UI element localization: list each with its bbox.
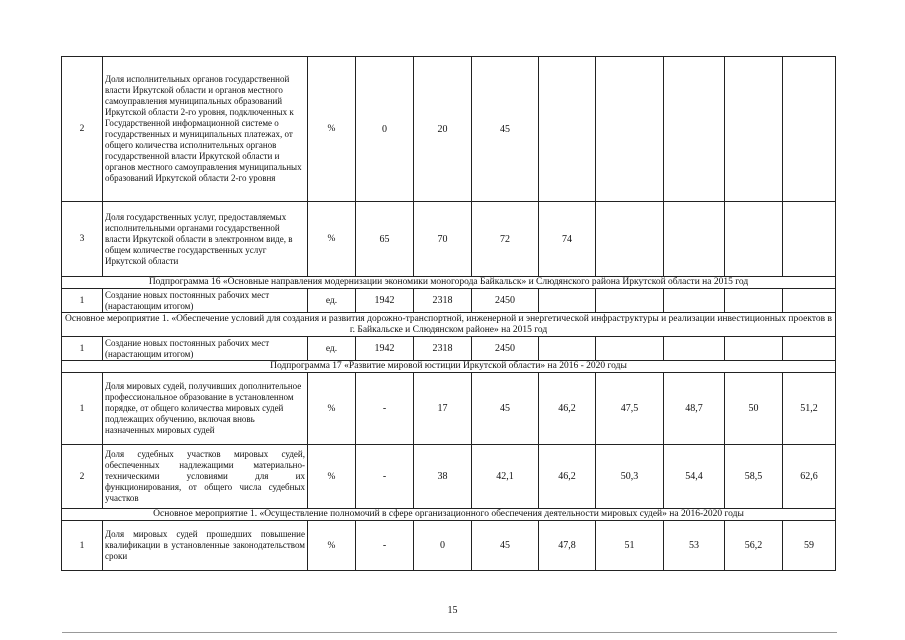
value-cell: 50 [725,373,783,445]
value-cell: 45 [472,373,539,445]
value-cell [596,337,664,361]
value-cell: 46,2 [539,373,596,445]
row-number: 1 [62,289,103,313]
section-title: Основное мероприятие 1. «Обеспечение условий для создания и развития дорожно-транспортной, инженерной и энергетической инфраструктуры и реализации инвестиционных проектов в г. Байкальске и Слюдянском районе» на 2015 год [62,313,836,337]
value-cell [664,202,725,277]
unit-cell: ед. [308,289,356,313]
value-cell [596,57,664,202]
unit-cell: ед. [308,337,356,361]
value-cell [539,289,596,313]
indicator-name: Доля государственных услуг, предоставляемых исполнительными органами государственной власти Иркутской области в электронном виде, в общем количестве государственных услуг Иркутской области [103,202,308,277]
value-cell [725,289,783,313]
value-cell: 38 [414,445,472,509]
value-cell: 2450 [472,289,539,313]
value-cell: 0 [356,57,414,202]
value-cell: 2450 [472,337,539,361]
row-number: 1 [62,373,103,445]
value-cell [725,202,783,277]
value-cell: 0 [414,521,472,571]
unit-cell: % [308,373,356,445]
value-cell [596,202,664,277]
section-header-row [62,313,836,337]
unit-cell: % [308,521,356,571]
value-cell: 46,2 [539,445,596,509]
value-cell: 17 [414,373,472,445]
table-body [62,57,836,571]
value-cell: 51,2 [783,373,836,445]
value-cell: 70 [414,202,472,277]
value-cell: 65 [356,202,414,277]
table-row [62,289,836,313]
value-cell: 20 [414,57,472,202]
unit-cell: % [308,202,356,277]
value-cell [664,57,725,202]
table-row [62,521,836,571]
section-header-row [62,277,836,289]
value-cell [539,57,596,202]
indicators-table [61,56,836,571]
section-header-row [62,509,836,521]
value-cell [725,337,783,361]
value-cell: 45 [472,521,539,571]
value-cell: - [356,373,414,445]
page-number: 15 [447,605,458,616]
section-title: Основное мероприятие 1. «Осуществление полномочий в сфере организационного обеспечения деятельности мировых судей» на 2016-2020 годы [62,509,836,521]
row-number: 1 [62,337,103,361]
value-cell: - [356,521,414,571]
value-cell: 2318 [414,289,472,313]
row-number: 2 [62,445,103,509]
value-cell [783,57,836,202]
value-cell: 42,1 [472,445,539,509]
value-cell: - [356,445,414,509]
row-number: 3 [62,202,103,277]
value-cell [783,337,836,361]
indicator-name: Доля исполнительных органов государственной власти Иркутской области и органов местного самоуправления муниципальных образований Иркутской области 2-го уровня, подключенных к Государственной информационной системе о государственных и муниципальных платежах, от общего количества исполнительных органов государственной власти Иркутской области и органов местного самоуправления муниципальных образований Иркутской области 2-го уровня [103,57,308,202]
value-cell: 1942 [356,289,414,313]
value-cell: 59 [783,521,836,571]
value-cell: 58,5 [725,445,783,509]
value-cell [539,337,596,361]
value-cell: 1942 [356,337,414,361]
value-cell: 45 [472,57,539,202]
value-cell [664,289,725,313]
section-title: Подпрограмма 16 «Основные направления модернизации экономики моногорода Байкальск» и Слюдянского района Иркутской области на 2015 год [62,277,836,289]
table-row [62,337,836,361]
value-cell [596,289,664,313]
table-row [62,202,836,277]
section-header-row [62,361,836,373]
value-cell: 53 [664,521,725,571]
section-title: Подпрограмма 17 «Развитие мировой юстиции Иркутской области» на 2016 - 2020 годы [62,361,836,373]
value-cell [725,57,783,202]
value-cell: 47,8 [539,521,596,571]
value-cell: 2318 [414,337,472,361]
table-row [62,373,836,445]
value-cell: 54,4 [664,445,725,509]
indicator-name: Доля мировых судей, получивших дополнительное профессиональное образование в установленном порядке, от общего количества мировых судей подлежащих обучению, включая вновь назначенных мировых судей [103,373,308,445]
value-cell: 72 [472,202,539,277]
table-row [62,445,836,509]
bottom-divider [62,632,837,633]
value-cell [783,289,836,313]
value-cell: 48,7 [664,373,725,445]
value-cell: 62,6 [783,445,836,509]
indicator-name: Доля мировых судей прошедших повышение квалификации в установленные законодательством сроки [103,521,308,571]
unit-cell: % [308,57,356,202]
value-cell [664,337,725,361]
value-cell: 74 [539,202,596,277]
value-cell: 56,2 [725,521,783,571]
value-cell: 47,5 [596,373,664,445]
table-row [62,57,836,202]
value-cell: 50,3 [596,445,664,509]
indicator-name: Создание новых постоянных рабочих мест (нарастающим итогом) [103,337,308,361]
row-number: 1 [62,521,103,571]
value-cell [783,202,836,277]
indicator-name: Создание новых постоянных рабочих мест (нарастающим итогом) [103,289,308,313]
unit-cell: % [308,445,356,509]
indicator-name: Доля судебных участков мировых судей, обеспеченных надлежащими материально-техническими условиями для их функционирования, от общего числа судебных участков [103,445,308,509]
row-number: 2 [62,57,103,202]
value-cell: 51 [596,521,664,571]
